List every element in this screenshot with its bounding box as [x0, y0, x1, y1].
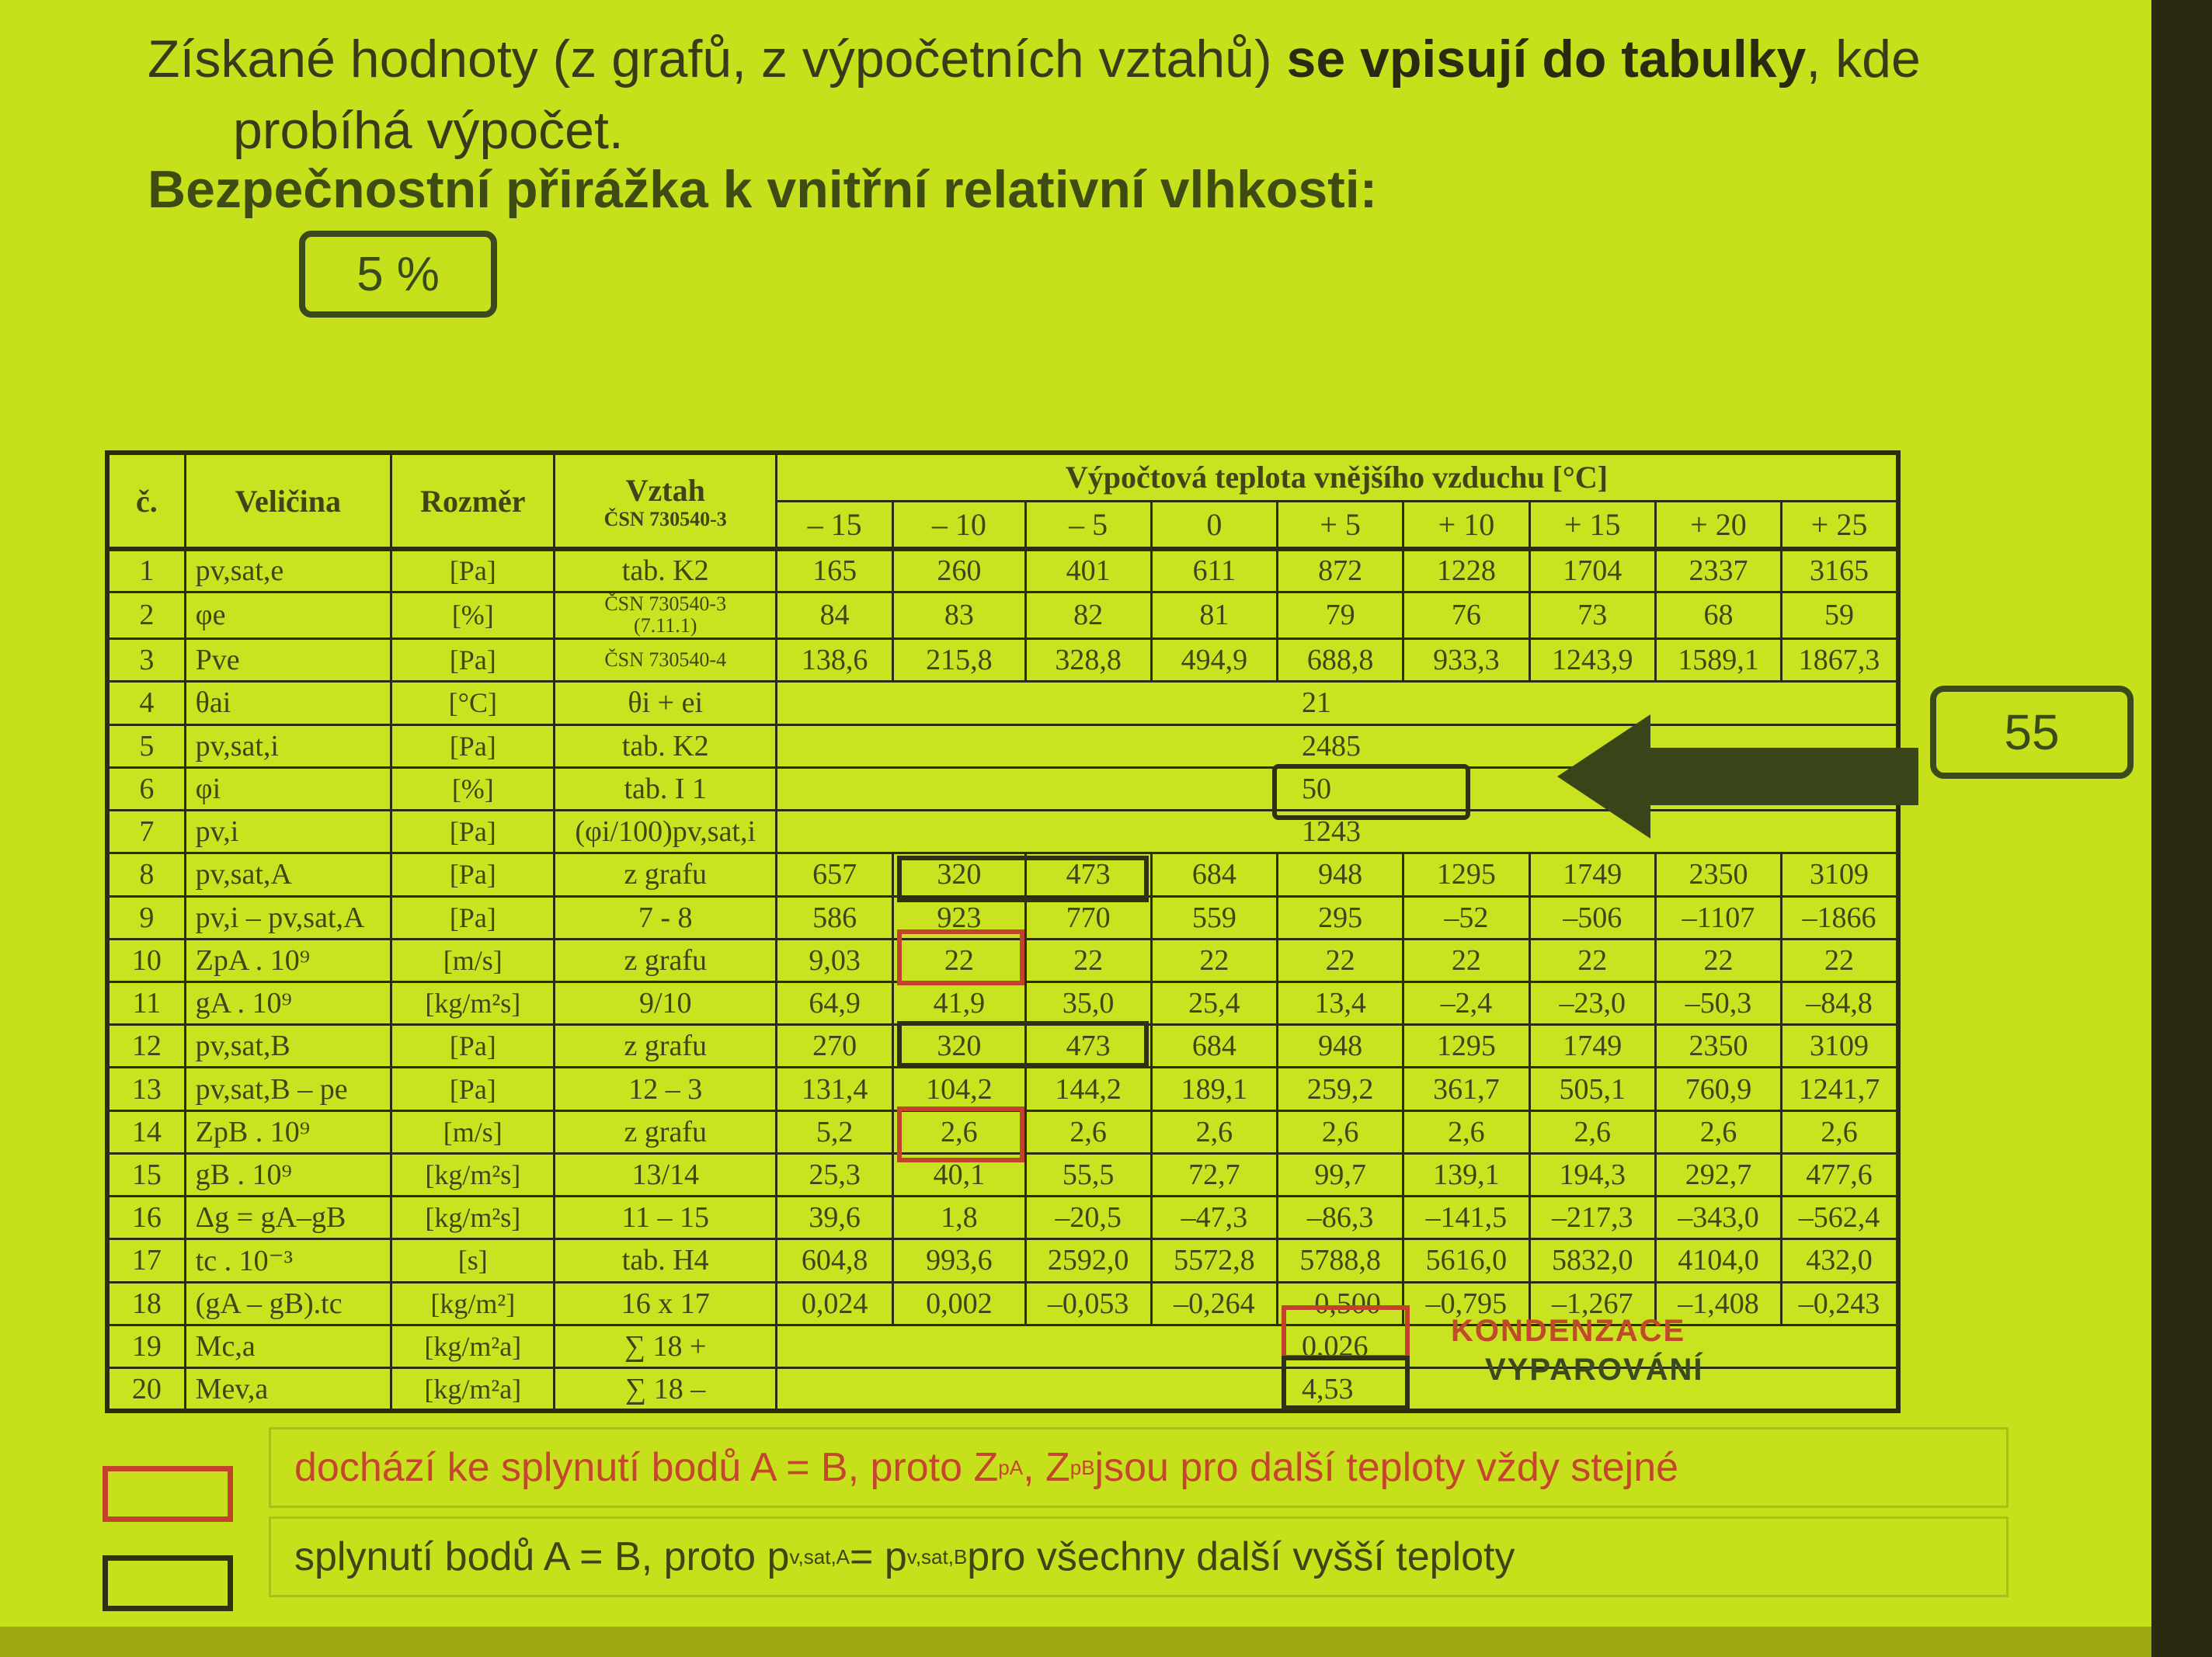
label-kondenzace: KONDENZACE [1451, 1314, 1686, 1348]
row-number: 5 [107, 724, 185, 767]
header-relation [555, 453, 776, 549]
row-value: 82 [1025, 592, 1151, 638]
row-value: 5832,0 [1529, 1239, 1655, 1282]
row-value: 22 [1025, 939, 1151, 981]
row-value: –86,3 [1278, 1197, 1403, 1239]
row-number: 18 [107, 1282, 185, 1325]
row-value: 684 [1151, 853, 1277, 896]
row-relation: tab. K2 [555, 549, 776, 592]
row-value: 473 [1025, 1025, 1151, 1068]
legend-red-text: dochází ke splynutí bodů A = B, proto Z pA , Z pB jsou pro další teploty vždy stejné [269, 1427, 2009, 1508]
row-value: 104,2 [893, 1068, 1025, 1110]
row-number: 6 [107, 767, 185, 810]
row-number: 9 [107, 896, 185, 939]
row-value: 13,4 [1278, 981, 1403, 1024]
row-value: 5616,0 [1403, 1239, 1529, 1282]
screen-right-edge [2151, 0, 2212, 1657]
row-value: –50,3 [1655, 981, 1781, 1024]
intro-line-1: Získané hodnoty (z grafů, z výpočetních vztahů) se vpisují do tabulky, kde [148, 30, 1921, 89]
row-number: 8 [107, 853, 185, 896]
row-relation: ∑ 18 – [555, 1368, 776, 1411]
highlight-box-mev [1282, 1356, 1410, 1410]
highlight-box-row14 [897, 1106, 1024, 1162]
row-value: –217,3 [1529, 1197, 1655, 1239]
temperature-header: – 5 [1025, 501, 1151, 549]
row-relation: 16 x 17 [555, 1282, 776, 1325]
row-relation: z grafu [555, 1025, 776, 1068]
row-value: 657 [776, 853, 892, 896]
row-unit: [%] [391, 767, 555, 810]
temperature-header: – 15 [776, 501, 892, 549]
table-row [107, 592, 1898, 638]
row-value: 401 [1025, 549, 1151, 592]
row-relation: z grafu [555, 939, 776, 981]
row-value: 586 [776, 896, 892, 939]
temperature-header: + 25 [1782, 501, 1898, 549]
row-value: 25,4 [1151, 981, 1277, 1024]
row-value: –0,053 [1025, 1282, 1151, 1325]
row-value: 477,6 [1782, 1153, 1898, 1196]
row-relation-line2: (7.11.1) [634, 614, 697, 637]
screen-bottom-edge [0, 1627, 2151, 1657]
row-value: 0,024 [776, 1282, 892, 1325]
row-unit: [Pa] [391, 1025, 555, 1068]
row-value: 5572,8 [1151, 1239, 1277, 1282]
row-value: –84,8 [1782, 981, 1898, 1024]
row-value: 2350 [1655, 853, 1781, 896]
row-value: 872 [1278, 549, 1403, 592]
row-value: –141,5 [1403, 1197, 1529, 1239]
row-quantity: pv,sat,A [185, 853, 391, 896]
row-value: –1866 [1782, 896, 1898, 939]
row-value: 99,7 [1278, 1153, 1403, 1196]
row-quantity: pv,i [185, 811, 391, 853]
summary-value-text: 0,026 [1301, 1329, 1369, 1363]
row-value: 923 [893, 896, 1025, 939]
row-relation: 7 - 8 [555, 896, 776, 939]
header-quantity: Veličina [185, 453, 391, 549]
legend-black-text: splynutí bodů A = B, proto p v,sat,A = p v,sat,B pro všechny další vyšší teploty [269, 1516, 2009, 1597]
row-number: 10 [107, 939, 185, 981]
row-value: 505,1 [1529, 1068, 1655, 1110]
row-value: 320 [893, 1025, 1025, 1068]
row-relation-line1: ČSN 730540-3 [604, 592, 727, 616]
row-relation: z grafu [555, 853, 776, 896]
row-value: 295 [1278, 896, 1403, 939]
row-value: –1107 [1655, 896, 1781, 939]
row-value: 22 [1529, 939, 1655, 981]
row-value: 361,7 [1403, 1068, 1529, 1110]
row-quantity: θai [185, 682, 391, 724]
row-quantity: ZpA . 10⁹ [185, 939, 391, 981]
row-value: 194,3 [1529, 1153, 1655, 1196]
temperature-header: + 10 [1403, 501, 1529, 549]
row-value: 2,6 [1655, 1110, 1781, 1153]
row-unit: [Pa] [391, 724, 555, 767]
row-quantity: pv,sat,B – pe [185, 1068, 391, 1110]
header-no: č. [107, 453, 185, 549]
row-merged-value: 2485 [776, 724, 1898, 767]
row-value: –343,0 [1655, 1197, 1781, 1239]
row-value: –2,4 [1403, 981, 1529, 1024]
row-value: 4104,0 [1655, 1239, 1781, 1282]
table-row [107, 549, 1898, 592]
row-value: 3109 [1782, 1025, 1898, 1068]
row-value: 139,1 [1403, 1153, 1529, 1196]
row-unit: [kg/m²s] [391, 1197, 555, 1239]
row-value: 9,03 [776, 939, 892, 981]
row-value: 2,6 [1278, 1110, 1403, 1153]
row-value: –52 [1403, 896, 1529, 939]
row-value: 948 [1278, 853, 1403, 896]
row-value: 760,9 [1655, 1068, 1781, 1110]
row-number: 7 [107, 811, 185, 853]
row-unit: [kg/m²a] [391, 1325, 555, 1367]
row-value: 25,3 [776, 1153, 892, 1196]
row-value: 1,8 [893, 1197, 1025, 1239]
row-quantity: pv,sat,i [185, 724, 391, 767]
row-quantity: Mc,a [185, 1325, 391, 1367]
temperature-header: + 5 [1278, 501, 1403, 549]
row-value: –0,795 [1403, 1282, 1529, 1325]
row-value: 40,1 [893, 1153, 1025, 1196]
row-value: 604,8 [776, 1239, 892, 1282]
row-value: 83 [893, 592, 1025, 638]
row-value: 22 [1782, 939, 1898, 981]
row-quantity: φe [185, 592, 391, 638]
row-value: 1295 [1403, 1025, 1529, 1068]
row-value: 494,9 [1151, 639, 1277, 682]
row-value: 328,8 [1025, 639, 1151, 682]
row-merged-value: 50 [776, 767, 1898, 810]
row-value: 39,6 [776, 1197, 892, 1239]
row-value: 144,2 [1025, 1068, 1151, 1110]
safety-heading: Bezpečnostní přirážka k vnitřní relativní vlhkosti: [148, 160, 1378, 219]
row-unit: [kg/m²a] [391, 1368, 555, 1411]
row-unit: [m/s] [391, 939, 555, 981]
row-value: 79 [1278, 592, 1403, 638]
row-relation: 9/10 [555, 981, 776, 1024]
row-value: 770 [1025, 896, 1151, 939]
row-value: 2,6 [1529, 1110, 1655, 1153]
row-number: 3 [107, 639, 185, 682]
row-quantity: φi [185, 767, 391, 810]
callout-value-box: 55 [1930, 686, 2134, 779]
row-number: 20 [107, 1368, 185, 1411]
row-value: 1228 [1403, 549, 1529, 592]
row-quantity: pv,sat,e [185, 549, 391, 592]
row-value: 81 [1151, 592, 1277, 638]
row-quantity: Mev,a [185, 1368, 391, 1411]
row-value: 55,5 [1025, 1153, 1151, 1196]
intro-line-2: probíhá výpočet. [233, 101, 624, 160]
row-relation: 12 – 3 [555, 1068, 776, 1110]
row-value: –23,0 [1529, 981, 1655, 1024]
row-value: 1749 [1529, 1025, 1655, 1068]
row-value: 559 [1151, 896, 1277, 939]
row-relation [555, 592, 776, 638]
row-value: 138,6 [776, 639, 892, 682]
row-value: 259,2 [1278, 1068, 1403, 1110]
row-value: 1295 [1403, 853, 1529, 896]
row-number: 17 [107, 1239, 185, 1282]
row-unit: [Pa] [391, 896, 555, 939]
row-relation: tab. H4 [555, 1239, 776, 1282]
highlight-box-phi-i [1272, 764, 1470, 820]
row-value: 1867,3 [1782, 639, 1898, 682]
row-value: 41,9 [893, 981, 1025, 1024]
row-value: 2,6 [1403, 1110, 1529, 1153]
row-value: 320 [893, 853, 1025, 896]
row-value: 684 [1151, 1025, 1277, 1068]
row-value: 189,1 [1151, 1068, 1277, 1110]
row-value: 2,6 [1151, 1110, 1277, 1153]
table-row [107, 1197, 1898, 1239]
row-value: 993,6 [893, 1239, 1025, 1282]
row-value: –0,500 [1278, 1282, 1403, 1325]
row-value: 2,6 [1782, 1110, 1898, 1153]
row-value: 84 [776, 592, 892, 638]
row-value: 1243,9 [1529, 639, 1655, 682]
row-value: 165 [776, 549, 892, 592]
row-value: 64,9 [776, 981, 892, 1024]
row-value: 933,3 [1403, 639, 1529, 682]
row-value: –47,3 [1151, 1197, 1277, 1239]
row-value: 22 [1278, 939, 1403, 981]
row-number: 11 [107, 981, 185, 1024]
row-value: 2,6 [893, 1110, 1025, 1153]
row-quantity: pv,i – pv,sat,A [185, 896, 391, 939]
row-value: 22 [1655, 939, 1781, 981]
row-unit: [s] [391, 1239, 555, 1282]
header-temperature: Výpočtová teplota vnějšího vzduchu [°C] [776, 453, 1898, 501]
row-merged-value: 21 [776, 682, 1898, 724]
row-quantity: gA . 10⁹ [185, 981, 391, 1024]
row-unit: [kg/m²s] [391, 981, 555, 1024]
row-value: 0,002 [893, 1282, 1025, 1325]
row-value: –0,264 [1151, 1282, 1277, 1325]
highlight-box-mc [1282, 1305, 1410, 1360]
row-relation: tab. I 1 [555, 767, 776, 810]
row-value: 688,8 [1278, 639, 1403, 682]
row-value: 5788,8 [1278, 1239, 1403, 1282]
row-value: 3165 [1782, 549, 1898, 592]
row-value: 1749 [1529, 853, 1655, 896]
row-number: 13 [107, 1068, 185, 1110]
row-value: –1,267 [1529, 1282, 1655, 1325]
row-unit: [m/s] [391, 1110, 555, 1153]
table-row [107, 639, 1898, 682]
row-relation: (φi/100)pv,sat,i [555, 811, 776, 853]
row-value: 2592,0 [1025, 1239, 1151, 1282]
row-value: 68 [1655, 592, 1781, 638]
safety-value-box: 5 % [299, 231, 497, 318]
row-number: 4 [107, 682, 185, 724]
row-quantity: ZpB . 10⁹ [185, 1110, 391, 1153]
row-value: 215,8 [893, 639, 1025, 682]
table-row [107, 1239, 1898, 1282]
row-unit: [°C] [391, 682, 555, 724]
row-value: 1704 [1529, 549, 1655, 592]
row-value: 611 [1151, 549, 1277, 592]
temperature-header: + 20 [1655, 501, 1781, 549]
legend-black-swatch [103, 1555, 233, 1611]
row-value: 270 [776, 1025, 892, 1068]
row-quantity: pv,sat,B [185, 1025, 391, 1068]
row-unit: [Pa] [391, 639, 555, 682]
row-value: 260 [893, 549, 1025, 592]
row-value: 3109 [1782, 853, 1898, 896]
row-number: 15 [107, 1153, 185, 1196]
row-relation: θi + ei [555, 682, 776, 724]
row-value: –1,408 [1655, 1282, 1781, 1325]
row-quantity: Pve [185, 639, 391, 682]
row-number: 19 [107, 1325, 185, 1367]
summary-value-text: 4,53 [1301, 1372, 1354, 1405]
row-number: 16 [107, 1197, 185, 1239]
row-value: 35,0 [1025, 981, 1151, 1024]
row-value: –506 [1529, 896, 1655, 939]
table-row [107, 1068, 1898, 1110]
row-value: 5,2 [776, 1110, 892, 1153]
header-unit: Rozměr [391, 453, 555, 549]
row-value: 131,4 [776, 1068, 892, 1110]
row-value: 432,0 [1782, 1239, 1898, 1282]
row-relation: ∑ 18 + [555, 1325, 776, 1367]
legend-red-swatch [103, 1466, 233, 1522]
row-value: 473 [1025, 853, 1151, 896]
row-value: 22 [1151, 939, 1277, 981]
row-relation: ČSN 730540-4 [555, 639, 776, 682]
row-number: 14 [107, 1110, 185, 1153]
row-unit: [Pa] [391, 549, 555, 592]
row-merged-value: 1243 [776, 811, 1898, 853]
row-quantity: tc . 10⁻³ [185, 1239, 391, 1282]
row-relation: z grafu [555, 1110, 776, 1153]
intro-text [148, 23, 1921, 166]
row-value: 1589,1 [1655, 639, 1781, 682]
row-relation: tab. K2 [555, 724, 776, 767]
row-value: 59 [1782, 592, 1898, 638]
row-unit: [%] [391, 592, 555, 638]
row-value: 948 [1278, 1025, 1403, 1068]
row-relation: 11 – 15 [555, 1197, 776, 1239]
row-value: 73 [1529, 592, 1655, 638]
header-relation-sub: ČSN 730540-3 [603, 507, 727, 530]
header-relation-title: Vztah [625, 472, 705, 508]
row-number: 12 [107, 1025, 185, 1068]
row-value: –20,5 [1025, 1197, 1151, 1239]
row-number: 2 [107, 592, 185, 638]
row-relation: 13/14 [555, 1153, 776, 1196]
row-value: 292,7 [1655, 1153, 1781, 1196]
row-value: 2,6 [1025, 1110, 1151, 1153]
row-value: 72,7 [1151, 1153, 1277, 1196]
row-unit: [kg/m²] [391, 1282, 555, 1325]
left-arrow-icon [1557, 710, 1922, 842]
temperature-header: 0 [1151, 501, 1277, 549]
row-value: –0,243 [1782, 1282, 1898, 1325]
row-unit: [Pa] [391, 1068, 555, 1110]
temperature-header: + 15 [1529, 501, 1655, 549]
row-quantity: (gA – gB).tc [185, 1282, 391, 1325]
row-value: 2337 [1655, 549, 1781, 592]
row-value: 1241,7 [1782, 1068, 1898, 1110]
row-value: 22 [1403, 939, 1529, 981]
label-vyparovani: VYPAROVÁNÍ [1485, 1353, 1704, 1387]
table-row [107, 981, 1898, 1024]
row-value: –562,4 [1782, 1197, 1898, 1239]
row-value: 76 [1403, 592, 1529, 638]
row-unit: [Pa] [391, 811, 555, 853]
temperature-header: – 10 [893, 501, 1025, 549]
row-value: 2350 [1655, 1025, 1781, 1068]
row-unit: [kg/m²s] [391, 1153, 555, 1196]
row-quantity: Δg = gA–gB [185, 1197, 391, 1239]
row-value: 22 [893, 939, 1025, 981]
highlight-box-row8 [897, 856, 1149, 902]
row-unit: [Pa] [391, 853, 555, 896]
row-number: 1 [107, 549, 185, 592]
highlight-box-row12 [897, 1021, 1149, 1068]
row-quantity: gB . 10⁹ [185, 1153, 391, 1196]
highlight-box-row10 [897, 929, 1024, 985]
